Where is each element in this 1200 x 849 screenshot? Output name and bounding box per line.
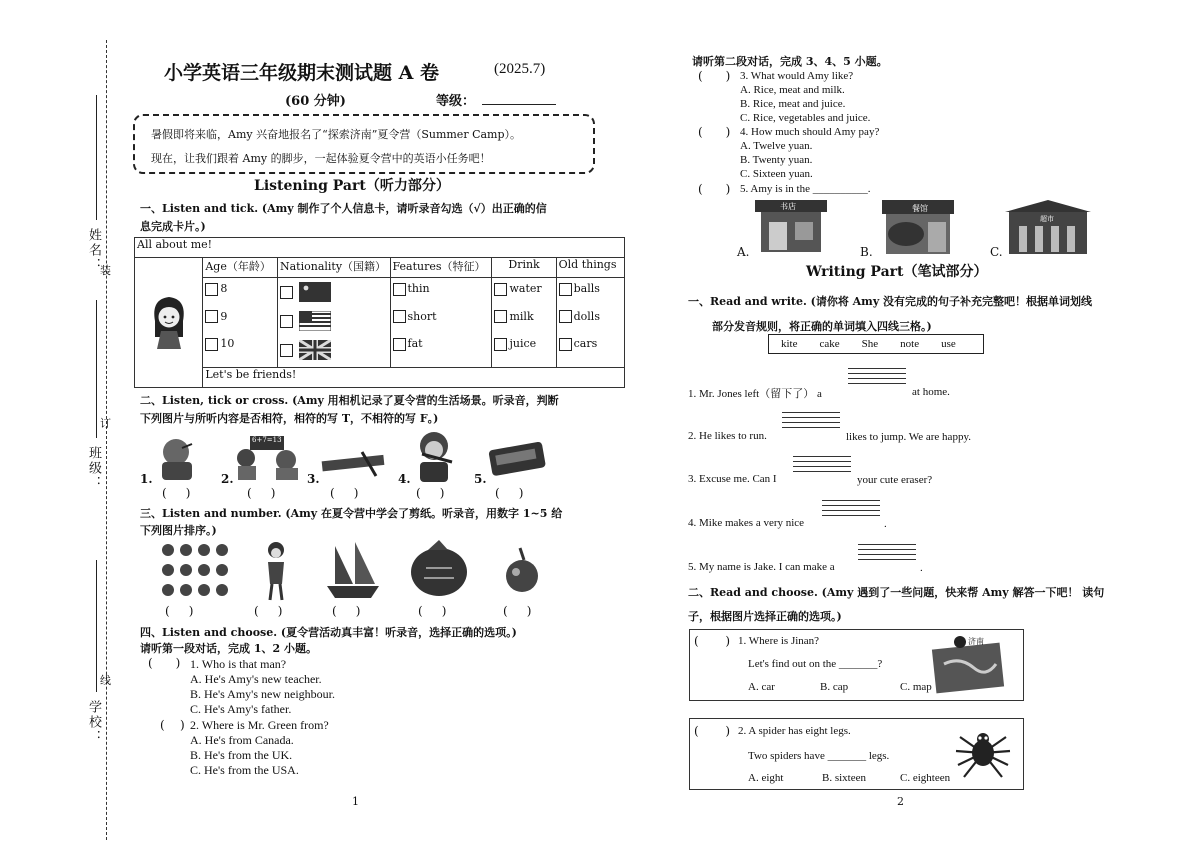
page-number-1: 1 — [352, 795, 359, 808]
word-note: note — [900, 338, 920, 350]
col-features: Features（特征） — [390, 258, 492, 278]
drink-checkbox[interactable] — [494, 310, 507, 323]
china-flag-icon — [299, 282, 331, 302]
answer-blank[interactable]: ( ) — [503, 604, 532, 618]
age-checkbox[interactable] — [205, 338, 218, 351]
answer-blank[interactable]: ( ) — [332, 604, 361, 618]
school-line — [96, 560, 97, 692]
feature-short: short — [407, 309, 437, 323]
q2-title: 二、Listen, tick or cross. (Amy 用相机记录了夏令营的生活场景。听录音，判断 — [140, 394, 559, 407]
drink-checkbox[interactable] — [494, 283, 507, 296]
choice-box-1 — [689, 629, 1024, 701]
old-things-checkbox[interactable] — [559, 310, 572, 323]
feature-checkbox[interactable] — [393, 283, 406, 296]
w2-title-2: 子，根据图片选择正确的选项。) — [688, 610, 842, 623]
word-kite: kite — [781, 338, 798, 350]
intro-box — [133, 114, 595, 174]
old-dolls: dolls — [573, 309, 600, 323]
q2-num-3: 3. — [307, 472, 320, 486]
girl-avatar — [135, 258, 203, 388]
answer-blank[interactable]: ( ) — [416, 486, 445, 500]
card-top: All about me! — [135, 238, 625, 258]
old-balls: balls — [573, 282, 600, 295]
right-q3b: B. Rice, meat and juice. — [740, 98, 846, 110]
old-things-checkbox[interactable] — [559, 283, 572, 296]
sentence-3b: your cute eraser? — [857, 474, 933, 486]
binding-char-3: 线 — [100, 674, 111, 687]
word-bank — [768, 334, 984, 354]
sentence-4a: 4. Mike makes a very nice — [688, 517, 805, 529]
w1-title: 一、Read and write. (请你将 Amy 没有完成的句子补充完整吧！根据单词划线 — [688, 295, 1093, 308]
feature-checkbox[interactable] — [393, 310, 406, 323]
answer-blank[interactable]: ( ) — [254, 604, 283, 618]
right-q4b: B. Twenty yuan. — [740, 154, 813, 166]
supermarket-picture — [1005, 200, 1091, 256]
answer-blank[interactable]: ( ) — [698, 182, 731, 196]
drink-options — [492, 278, 556, 368]
old-cars: cars — [573, 337, 598, 350]
sentence-2a: 2. He likes to run. — [688, 430, 767, 442]
age-checkbox[interactable] — [205, 283, 218, 296]
nationality-checkbox[interactable] — [280, 315, 293, 328]
choice-2b: B. sixteen — [822, 772, 866, 784]
old-things-checkbox[interactable] — [559, 338, 572, 351]
col-age: Age（年龄） — [203, 258, 278, 278]
sentence-2b: likes to jump. We are happy. — [846, 431, 971, 443]
writing-lines[interactable] — [793, 456, 851, 476]
dialogue-2-subtitle: 请听第二段对话，完成 3、4、5 小题。 — [692, 55, 888, 68]
nationality-checkbox[interactable] — [280, 286, 293, 299]
choice-2a: A. eight — [748, 772, 784, 784]
q3-title: 三、Listen and number. (Amy 在夏令营中学会了剪纸。听录音，用数字 1~5 给 — [140, 507, 563, 520]
pumpkin-picture — [408, 538, 470, 602]
sentence-1b: at home. — [912, 386, 950, 398]
bookstore-sign: 书店 — [780, 202, 796, 211]
drink-checkbox[interactable] — [494, 338, 507, 351]
name-label: 姓名： — [86, 228, 101, 273]
option-a: A. — [737, 245, 750, 259]
answer-blank[interactable]: ( ) — [694, 634, 731, 648]
right-q4: 4. How much should Amy pay? — [740, 126, 880, 138]
right-q5: 5. Amy is in the __________. — [740, 183, 871, 195]
word-cake: cake — [819, 338, 840, 350]
class-label: 班级： — [86, 446, 101, 491]
col-old-things: Old things — [556, 258, 624, 278]
option-c: C. — [990, 245, 1003, 259]
old-things-options — [556, 278, 624, 368]
girl-picture — [258, 540, 294, 602]
q4-1c: C. He's Amy's father. — [190, 702, 292, 716]
option-b: B. — [860, 245, 873, 259]
ruler-picture — [318, 448, 390, 482]
sentence-4b: . — [884, 518, 887, 530]
word-she: She — [861, 338, 879, 350]
binding-char-1: 装 — [100, 264, 111, 277]
writing-lines[interactable] — [822, 500, 880, 520]
answer-blank[interactable]: ( ) — [330, 486, 359, 500]
feature-checkbox[interactable] — [393, 338, 406, 351]
answer-blank[interactable]: ( ) — [495, 486, 524, 500]
choice-1-sentence: Let's find out on the _______? — [748, 658, 883, 670]
age-checkbox[interactable] — [205, 310, 218, 323]
right-q3a: A. Rice, meat and milk. — [740, 84, 845, 96]
q4-1a: A. He's Amy's new teacher. — [190, 672, 322, 686]
col-nationality: Nationality（国籍） — [278, 258, 391, 278]
age-options — [203, 278, 278, 368]
intro-line-2: 现在，让我们跟着 Amy 的脚步，一起体验夏令营中的英语小任务吧！ — [151, 152, 491, 165]
writing-lines[interactable] — [858, 544, 916, 564]
choice-1c: C. map — [900, 681, 932, 693]
w2-title: 二、Read and choose. (Amy 遇到了一些问题，快来帮 Amy 解答一下吧！ 读句 — [688, 586, 1105, 599]
answer-blank[interactable]: ( ) — [698, 125, 731, 139]
uk-flag-icon — [299, 340, 331, 360]
sentence-5b: . — [920, 562, 923, 574]
q4-2: 2. Where is Mr. Green from? — [190, 718, 329, 732]
feature-fat: fat — [407, 337, 423, 350]
nationality-checkbox[interactable] — [280, 344, 293, 357]
sentence-5a: 5. My name is Jake. I can make a — [688, 561, 835, 573]
page-title: 小学英语三年级期末测试题 A 卷 — [164, 62, 439, 84]
exam-duration: (60 分钟) — [285, 94, 346, 109]
right-q4a: A. Twelve yuan. — [740, 140, 813, 152]
usa-flag-icon — [299, 311, 331, 331]
exam-date: (2025.7) — [494, 61, 546, 77]
age-9: 9 — [220, 309, 228, 323]
grade-label: 等级： — [436, 94, 476, 109]
card-bottom: Let's be friends! — [203, 368, 625, 388]
page-number-2: 2 — [897, 795, 904, 808]
restaurant-sign: 餐馆 — [912, 204, 928, 213]
answer-blank[interactable]: ( ) — [148, 656, 181, 670]
right-q4c: C. Sixteen yuan. — [740, 168, 813, 180]
word-use: use — [941, 338, 956, 350]
answer-blank[interactable]: ( ) — [698, 69, 731, 83]
drink-water: water — [509, 282, 542, 295]
supermarket-sign: 超市 — [1040, 215, 1054, 223]
q2-num-4: 4. — [398, 472, 411, 486]
writing-heading: Writing Part（笔试部分） — [806, 264, 988, 280]
map-label: 济南 — [968, 637, 984, 646]
binding-line — [106, 40, 107, 840]
choice-1a: A. car — [748, 681, 775, 693]
q1-title-2: 息完成卡片。) — [140, 220, 206, 233]
answer-blank[interactable]: ( ) — [247, 486, 276, 500]
w1-title-2: 部分发音规则，将正确的单词填入四线三格。) — [712, 320, 932, 333]
cough-picture — [152, 432, 200, 482]
feature-thin: thin — [407, 282, 430, 295]
right-q3: 3. What would Amy like? — [740, 70, 854, 82]
choice-2: 2. A spider has eight legs. — [738, 725, 851, 737]
q4-subtitle: 请听第一段对话，完成 1、2 小题。 — [140, 642, 317, 655]
right-q3c: C. Rice, vegetables and juice. — [740, 112, 871, 124]
q2-num-1: 1. — [140, 472, 153, 486]
info-card — [134, 237, 625, 388]
writing-lines[interactable] — [782, 412, 840, 432]
rabbits-picture — [158, 540, 230, 600]
q3-title-2: 下列图片排序。) — [140, 524, 217, 537]
q4-2c: C. He's from the USA. — [190, 763, 299, 777]
boat-picture — [325, 540, 381, 602]
answer-blank[interactable]: ( ) — [160, 718, 185, 732]
q4-2a: A. He's from Canada. — [190, 733, 294, 747]
pencil-case-picture — [486, 438, 548, 478]
answer-blank[interactable]: ( ) — [165, 604, 194, 618]
sentence-3a: 3. Excuse me. Can I — [688, 473, 777, 485]
sentence-1a: 1. Mr. Jones left（留下了） a — [688, 388, 822, 400]
q1-title: 一、Listen and tick. (Amy 制作了个人信息卡，请听录音勾选（√）出正确的信 — [140, 202, 547, 215]
fruit-picture — [500, 542, 544, 600]
answer-blank[interactable]: ( ) — [162, 486, 191, 500]
q4-title: 四、Listen and choose. (夏令营活动真丰富！听录音，选择正确的选项。) — [140, 626, 517, 639]
choice-1: 1. Where is Jinan? — [738, 635, 820, 647]
school-label: 学校： — [86, 700, 101, 745]
choice-2-sentence: Two spiders have _______ legs. — [748, 750, 890, 762]
nationality-options — [278, 278, 391, 368]
q2-num-2: 2. — [221, 472, 234, 486]
age-8: 8 — [220, 282, 228, 295]
boy-flute-picture — [408, 428, 460, 484]
board-text: 6+7=13 — [252, 436, 282, 444]
choice-1b: B. cap — [820, 681, 849, 693]
grade-blank — [482, 104, 556, 105]
q4-1b: B. He's Amy's new neighbour. — [190, 687, 335, 701]
class-line — [96, 300, 97, 438]
choice-box-2 — [689, 718, 1024, 790]
answer-blank[interactable]: ( ) — [418, 604, 447, 618]
drink-milk: milk — [509, 309, 534, 323]
col-drink: Drink — [492, 258, 556, 278]
feature-options — [390, 278, 492, 368]
q2-num-5: 5. — [474, 472, 487, 486]
q2-title-2: 下列图片与所听内容是否相符，相符的写 T，不相符的写 F。) — [140, 412, 439, 425]
writing-lines[interactable] — [848, 368, 906, 388]
age-10: 10 — [220, 337, 235, 350]
name-line — [96, 95, 97, 220]
intro-line-1: 暑假即将来临，Amy 兴奋地报名了“探索济南”夏令营（Summer Camp）。 — [151, 128, 522, 141]
listening-heading: Listening Part（听力部分） — [254, 178, 450, 194]
q4-2b: B. He's from the UK. — [190, 748, 293, 762]
binding-char-2: 订 — [100, 417, 111, 430]
q4-1: 1. Who is that man? — [190, 657, 287, 671]
answer-blank[interactable]: ( ) — [694, 724, 731, 738]
drink-juice: juice — [509, 337, 537, 350]
choice-2c: C. eighteen — [900, 772, 951, 784]
spider-picture — [952, 723, 1014, 781]
